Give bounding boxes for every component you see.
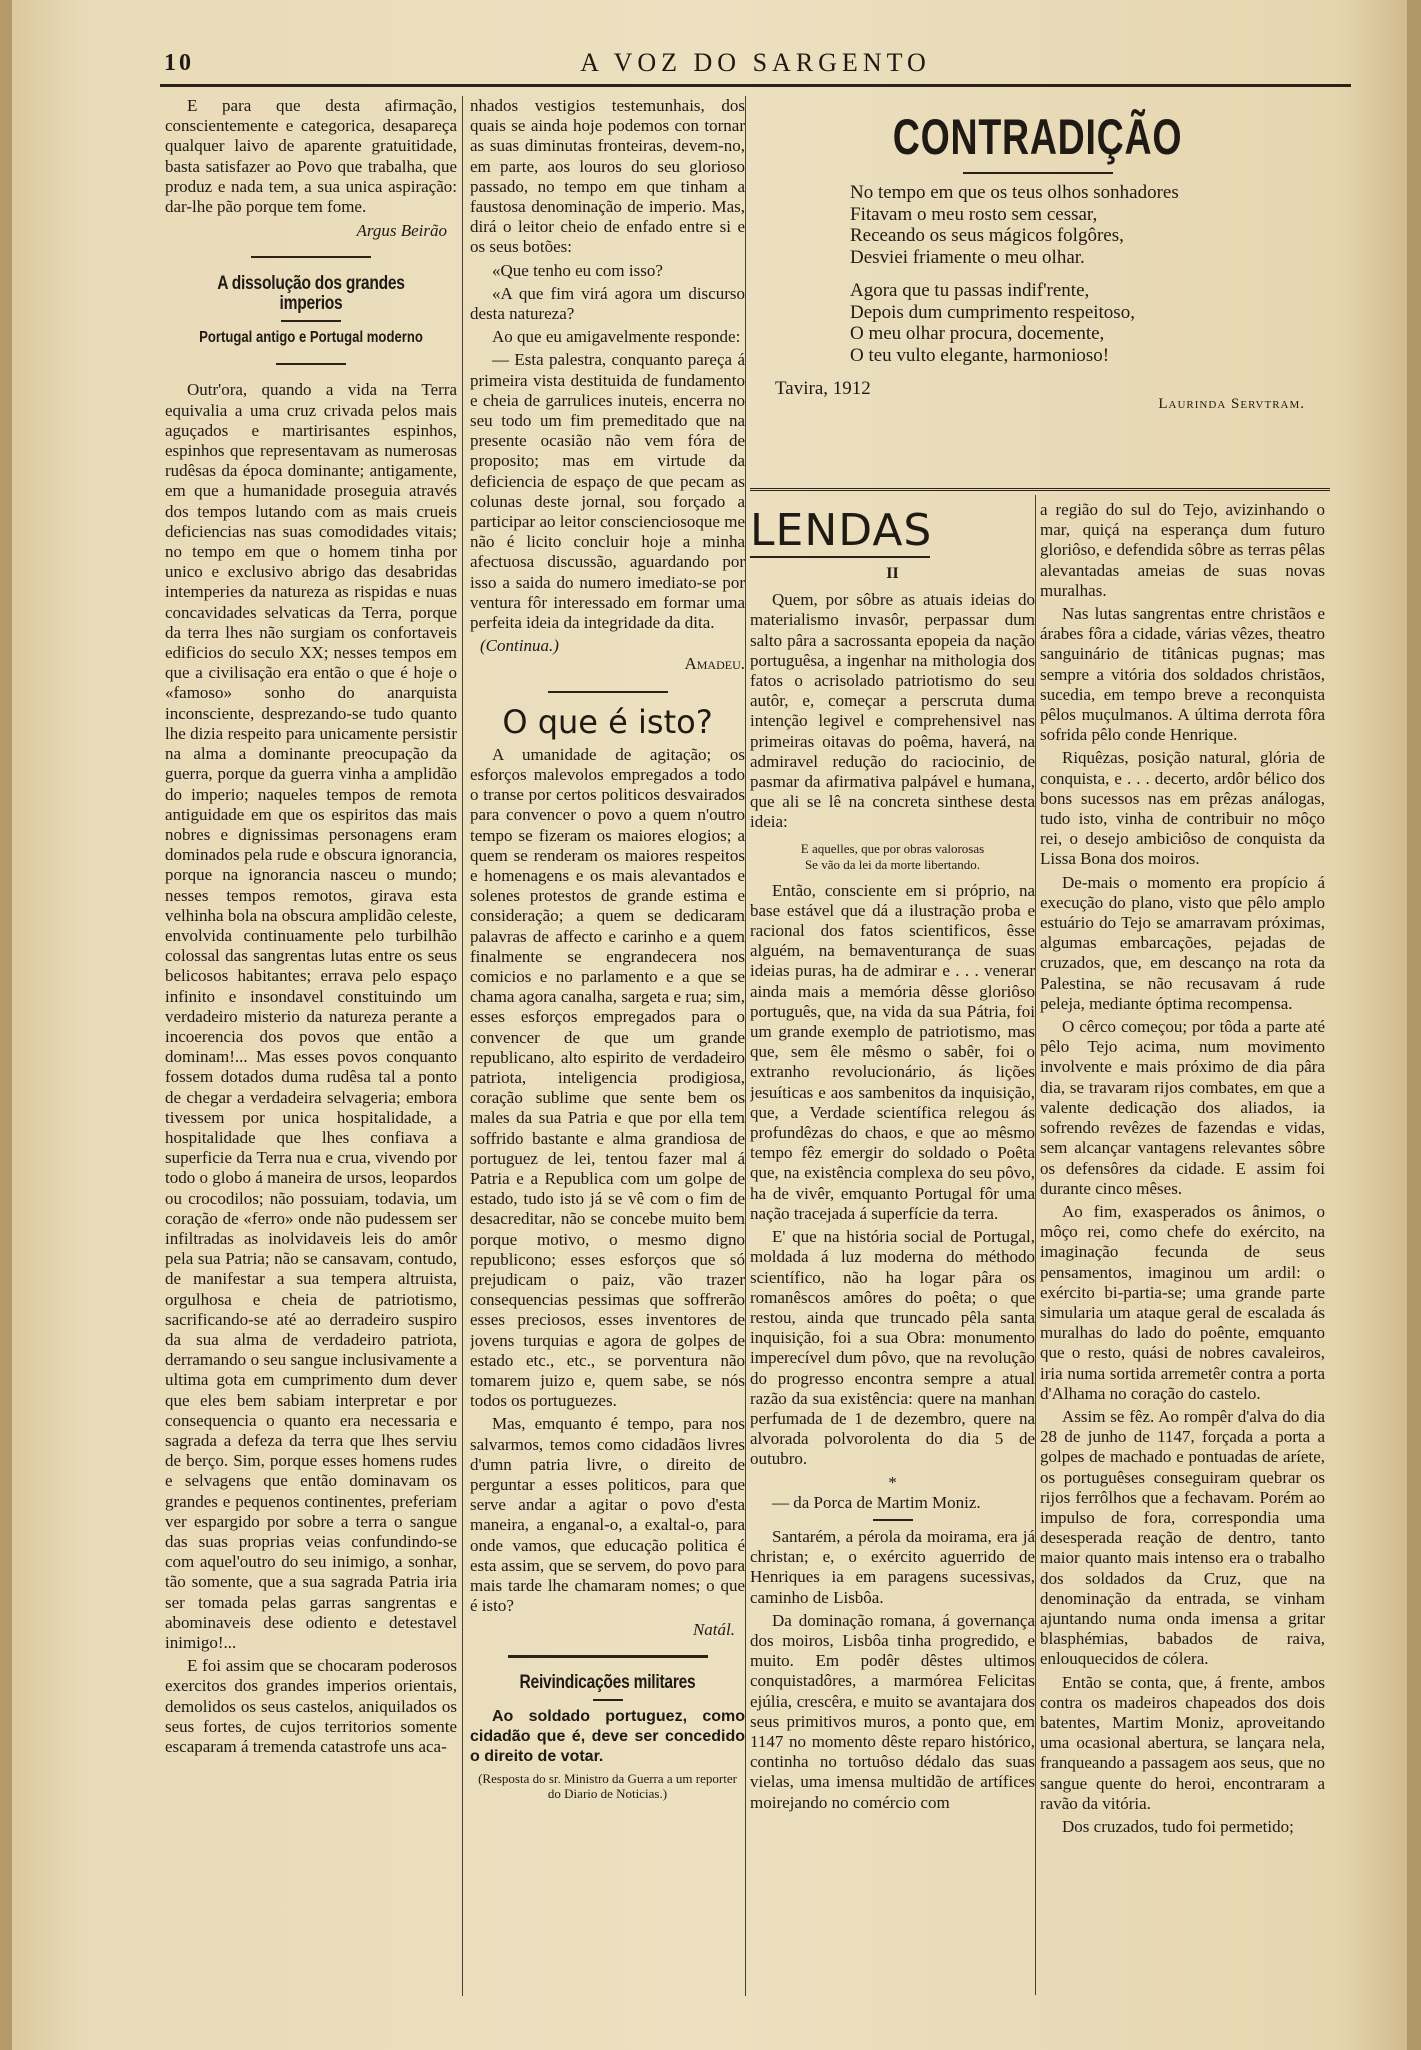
- article-paragraph: Nas lutas sangrentas entre christãos e árabes fôra a cidade, várias vêzes, theatro sanguinário de titânicas pugnas; mas sempre a vitória dos soldados christãos, sucedia, em tempo breve a reconquista pêlos muçulmanos. A última derrota fôra sofrida pêlo conde Henrique.: [1040, 604, 1325, 745]
- poem-line: Receando os seus mágicos folgôres,: [850, 225, 1124, 246]
- poem-line: Desviei friamente o meu olhar.: [850, 246, 1085, 268]
- column-4: [1040, 500, 1325, 2000]
- article-signature: Natál.: [692, 1620, 735, 1640]
- article-paragraph: Ao que eu amigavelmente responde:: [492, 327, 741, 347]
- article-paragraph: Então se conta, que, á frente, ambos contra os madeiros chapeados dos dois batentes, Martim Moniz, aproveitando uma ocasional abertura, se lançara nela, franqueando a passagem aos seus, que no sangue quente do heroi, encontraram a ravão da vitória.: [1040, 1672, 1325, 1813]
- page-number: 10: [164, 50, 194, 76]
- poem-stanza: [850, 182, 1325, 268]
- ornament-divider: [165, 247, 457, 267]
- newspaper-title: A VOZ DO SARGENTO: [580, 48, 931, 77]
- poem-line: Fitavam o meu rosto sem cessar,: [850, 203, 1098, 225]
- poem-title-rule: [963, 172, 1113, 174]
- ornament-divider: [165, 354, 457, 374]
- poem-title: CONTRADIÇÃO: [892, 109, 1183, 165]
- section-rule: [750, 488, 1330, 491]
- article-paragraph: Assim se fêz. Ao rompêr d'alva do dia 28 de junho de 1147, forçada a porta a golpes de machado e pontuadas de aríete, os portuguêses conseguiram quebrar os rijos ferrôlhos que a fechavam. Porém ao impulso de fora, correspondia uma desesperada reação de dentro, tanto maior quanto mais intenso era o trabalho dos soldados da Cruz, que na denominação da entrada, se vinham ajuntando numa onda imensa a gritar blasphémias, babados de raiva, enlouquecidos de cólera.: [1040, 1406, 1325, 1669]
- article-paragraph: nhados vestigios testemunhais, dos quais se ainda hoje podemos con tornar as suas diminutas fronteiras, devem-no, em parte, aos louros do seu glorioso passado, no tempo em que tinham a faustosa denominação de imperio. Mas, dirá o leitor cheio de enfado entre si e os seus botões:: [470, 96, 745, 257]
- column-divider: [462, 96, 463, 1996]
- poem-stanza: [850, 280, 1325, 366]
- column-divider: [745, 96, 746, 1996]
- bold-statement: Ao soldado portuguez, como cidadão que é, deve ser concedido o direito de votar.: [470, 1708, 745, 1766]
- page-header: [160, 48, 1351, 78]
- article-headline: A dissolução dos grandes imperios: [217, 272, 405, 314]
- article-headline: O que é isto?: [502, 703, 713, 742]
- poem-box: [750, 96, 1325, 466]
- article-paragraph: De-mais o momento era propício á execução do plano, visto que pêlo amplo estuário do Tejo se amarravam próximas, algumas embarcações, pejadas de cruzados, que, em descanço na rota da Palestina, se não recusavam á rude peleja, mediante óptima recompensa.: [1040, 872, 1325, 1013]
- poem-place-date: Tavira, 1912: [775, 378, 871, 399]
- article-subhead: Portugal antigo e Portugal moderno: [199, 329, 423, 347]
- article-paragraph: a região do sul do Tejo, avizinhando o mar, quiçá na esperança dum futuro gloriôso, e defendida sôbre as terras pêlas alevantadas ameias de suas novas muralhas.: [1040, 500, 1325, 600]
- poem-line: Depois dum cumprimento respeitoso,: [850, 301, 1135, 323]
- article-paragraph: Quem, por sôbre as atuais ideias do materialismo invasôr, perpassar dum salto pâra a sacrossanta epopeia da nação portuguêsa, a ingenhar na mithologia dos fatos o acrisolado patriotismo do seu autôr, e, começar a perscruta duma intenção legivel e comprehensivel nas primeiras oitavas do poêma, haverá, na admiravel redução do raciocinio, de pasmar da afirmativa palpável e humana, que ali se lê na concreta sinthese desta ideia:: [750, 590, 1035, 832]
- article-paragraph: A umanidade de agitação; os esforços malevolos empregados a todo o transe por certos politicos desvairados para convencer o povo a quem n'outro tempo se fizeram os maiores elogios; a quem se renderam os maiores respeitos e homenagens e os mais alevantados e solenes protestos de grande estima e consideração; a quem se dedicaram palavras de affecto e carinho e a quem finalmente se engrandecera nos comicios e no parlamento e a que se chama agora canalha, sargeta e rua; sim, esses esforços empregados para o convencer de que um grande republicano, alto espirito de verdadeiro patriota, inteligencia prodigiosa, coração sublime que sente bem os males da sua Patria e que por ella tem soffrido bastante e alma grandiosa de portuguez de lei, tentou fazer mal á Patria e a Republica com um golpe de estado, tudo isto já se vê com o fim de desacreditar, não se concebe muito bem porque motivo, o mesmo digno republicono; esses esforços que só prejudicam o paiz, vão trazer consequencias pessimas que soffrerão esses preciosos, esses inventores de jovens turquias e agora de golpes de estado etc., etc., se porventura não tomarem juizo e, quem sabe, se nós todos os portuguezes.: [470, 744, 745, 1411]
- subtitle-rule: [873, 1519, 913, 1521]
- article-paragraph: Outr'ora, quando a vida na Terra equivalia a uma cruz crivada pelos mais aguçados e martirisantes espinhos, espinhos que representavam as numerosas rudêsas da época dominante; antigamente, em que a humanidade proseguia através dos tempos lutando com as mais crueis deficiencias nas suas comodidades vitais; no tempo em que o homem tinha por unico e exclusivo abrigo das desabridas intemperies da natureza as rispidas e nuas concavidades selvaticas da Terra, porque da terra lhes não surgiam os confortaveis edificios do seculo XX; nesses tempos em que a civilisação era então o que é hoje o «famoso» sonho do anarquista inconsciente, desprezando-se tudo quanto lhe dizia respeito para unicamente persistir na alma a dominante preocupação da guerra, porque da guerra vinha a amplidão do imperio; naqueles tempos de remota antiguidade em que os espiritos das mais nobres e dignissimas personagens eram dominados pela rude e obscura ignorancia, porque na ignorancia nasceu o mundo; nesses tempos remotos, girava esta velhinha bola na obscura amplidão celeste, envolvida continuamente pelo turbilhão colossal das sangrentas lutas entre os seus belicosos habitantes; errava pelo espaço infinito e insondavel constituindo um verdadeiro misterio da natureza perante a incoerencia dos povos que então a dominam!... Mas esses povos conquanto fossem dotados duma rudêsa tal a ponto de chegar a verdadeira selvageria; embora tivessem por unica hospitalidade, a hospitalidade que lhes confiava a superficie da Terra nua e crua, vivendo por todo o globo á maneira de ursos, leopardos ou crocodilos; não possuiam, todavia, um coração de «ferro» onde não pudessem ser infiltradas as inolvidaveis leis do amôr pela sua Patria; não se cansavam, contudo, de manifestar a sua tempera altruista, orgulhosa e cheia de patriotismo, sacrificando-se até ao derradeiro suspiro da sua alma de verdadeiro patriota, derramando o seu sangue inclusivamente a ultima gota em cumprimento dum dever que eles bem sabiam interpretar e por consequencia o quanto era necessaria e sagrada a defeza da terra que lhes serviu de berço. Sim, porque esses homens rudes e selvagens que então dominavam os grandes e pequenos continentes, preferiam ver espargido por sobre a terra o sangue das suas proprias veias confundindo-se com aquel'outro do seu inimigo, a sonhar, tão somente, que a sua sagrada Patria iria ser tomada pelas garras sangrentas e abominaveis dese odiento e detestavel inimigo!...: [165, 380, 457, 1653]
- ornament-divider: [470, 682, 745, 702]
- lendas-number: II: [886, 565, 899, 582]
- poem-body: [850, 182, 1325, 366]
- column-2: [470, 96, 745, 1896]
- article-signature: Amadeu.: [684, 654, 745, 674]
- source-note: (Resposta do sr. Ministro da Guerra a um reporter do Diario de Noticias.): [478, 1770, 737, 1801]
- page-edge-left: [0, 0, 12, 2050]
- verse-line: Se vão da lei da morte libertando.: [804, 856, 981, 872]
- article-paragraph: Mas, emquanto é tempo, para nos salvarmos, temos como cidadãos livres d'umn patria livre, o direito de perguntar a esses politicos, para que serve andar a agitar o povo d'esta maneira, a enganal-o, a exaltal-o, para onde vamos, que educação politica é esta assim, que se servem, do povo para mais tarde lhe chamaram nomes; o que é isto?: [470, 1414, 745, 1616]
- column-1: [165, 96, 457, 2026]
- section-subtitle: — da Porca de Martim Moniz.: [772, 1492, 981, 1512]
- article-paragraph: Da dominação romana, á governança dos moiros, Lisbôa tinha progredido, e muito. Em podêr dêstes ultimos conquistadôres, a marmórea Felicitas ejúlia, crescêra, e muito se avantajara dos seus primitivos muros, a ponto que, em 1147 no momento dêste reparo histórico, continha no tortuôso dédalo das suas vielas, uma imensa multidão de artífices moirejando no comércio com: [750, 1610, 1035, 1812]
- article-paragraph: Riquêzas, posição natural, glória de conquista, e . . . decerto, ardôr bélico dos bons sucessos nas em prêzas análogas, tudo isto, vinha de contribuir no môço rei, o desejo ambiciôso de conquista da Lissa Bona dos moiros.: [1040, 748, 1325, 869]
- continua-label: (Continua.): [480, 636, 559, 656]
- intro-signature: Argus Beirão: [356, 221, 447, 241]
- lendas-title: LENDAS: [750, 505, 933, 556]
- article-paragraph: E foi assim que se chocaram poderosos exercitos dos grandes imperios orientais, demolidos os seus castelos, aniquilados os seus fortes, de cujos territorios somente escaparam á tremenda catastrofe uns aca-: [165, 1656, 457, 1757]
- article-paragraph: Santarém, a pérola da moirama, era já christan; e, o exército aguerrido de Henriques ia em paragens sucessivas, caminho de Lisbôa.: [750, 1526, 1035, 1607]
- article-paragraph: O cêrco começou; por tôda a parte até pêlo Tejo acima, num movimento involvente e mais próximo de dia pâra dia, se travaram rijos combates, em que a valente dedicação dos aliados, ia sofrendo revêzes de fazendas e vidas, sem alcançar vantagens relevantes sôbre os defensôres da cidade. E assim foi durante cinco mêses.: [1040, 1017, 1325, 1198]
- poem-line: Agora que tu passas indif'rente,: [850, 280, 1090, 301]
- column-3: [750, 500, 1035, 2000]
- headline-rule: [593, 1699, 623, 1701]
- article-paragraph: Dos cruzados, tudo foi permetido;: [1062, 1817, 1294, 1836]
- article-paragraph: — Esta palestra, conquanto pareça á primeira vista destituida de fundamento e cheia de garrulices inuteis, encerra no seu todo um fim premeditado que na presente ocasião não vem fóra de proposito; mas em virtude da deficiencia de espaço de que pecam as colunas deste jornal, sou forçado a participar ao leitor conscienciosoque me não é licito concluir hoje a minha afectuosa discussão, aguardando por isso a saida do numero imediato-se por ventura fôr interessado em formar uma perfeita ideia da integridade da dita.: [470, 350, 745, 633]
- column-divider: [1035, 495, 1036, 1995]
- ornament-divider: [470, 1647, 745, 1667]
- headline-rule: [281, 320, 341, 322]
- poem-line: O teu vulto elegante, harmonioso!: [850, 344, 1110, 366]
- intro-paragraph: E para que desta afirmação, conscientemente e categorica, desapareça qualquer laivo de aparente gratuitidade, basta satisfazer ao Povo que trabalha, que produz e nada tem, a sua unica aspiração: dar-lhe pão porque tem fome.: [165, 96, 457, 217]
- poem-line: O meu olhar procura, docemente,: [850, 323, 1105, 344]
- article-paragraph: «Que tenho eu com isso?: [492, 260, 663, 280]
- article-headline: Reivindicações militares: [519, 1671, 696, 1693]
- page-edge-right: [1407, 0, 1421, 2050]
- poem-line: No tempo em que os teus olhos sonhadores: [850, 182, 1179, 203]
- continua-line: [470, 636, 745, 676]
- poem-author: Laurinda Servtram.: [1158, 396, 1305, 412]
- header-rule: [160, 84, 1351, 87]
- article-paragraph: E' que na história social de Portugal, moldada á luz moderna do méthodo scientífico, não ha logar pâra os romanêscos amôres do poêta; o que restou, ainda que truncado pêla santa inquisição, foi a sua Obra: monumento imperecível dum pôvo, que na revolução do progresso encontra sempre a atual razão da sua existência: quere na manhan perfumada de 1 de dezembro, quere na alvorada polvorolenta do dia 5 de outubro.: [750, 1227, 1035, 1469]
- verse-line: E aquelles, que por obras valorosas: [800, 840, 985, 856]
- verse-quote: [750, 841, 1035, 873]
- article-paragraph: «A que fim virá agora um discurso desta natureza?: [470, 283, 745, 324]
- poem-footer: [750, 378, 1325, 412]
- article-paragraph: Ao fim, exasperados os ânimos, o môço rei, como chefe do exército, na imaginação fecunda de seus pensamentos, imaginou um ardil: o exército bi-partia-se; uma grande parte simularia um ataque geral de escalada ás muralhas do lado do poênte, emquanto que o resto, quási de nobres cavaleiros, iria numa sortida arremetêr contra a porta d'Alhama no coração do castelo.: [1040, 1201, 1325, 1403]
- article-paragraph: Então, consciente em si próprio, na base estável que dá a ilustração proba e racional dos fatos scientificos, êsse alguém, na bemaventurança de suas ideias puras, ha de admirar e . . . venerar ainda mais a memória dêsse gloriôso português, que, na vida da sua Pátria, foi um grande exemplo de patriotismo, mas que, sem êle mêsmo o sabêr, foi o extranho revolucionário, ás lições jesuíticas e aos sambenitos da inquisição, que, a Verdade scientífica relegou ás profundêzas do chaos, e que ao mêsmo tempo fêz emergir do soldado o Poêta que, na existência complexa do seu pôvo, ha de vivêr, emquanto Portugal fôr uma nação tracejada á superfície da terra.: [750, 880, 1035, 1223]
- lendas-underline: [750, 556, 930, 558]
- star-divider: *: [888, 1472, 897, 1492]
